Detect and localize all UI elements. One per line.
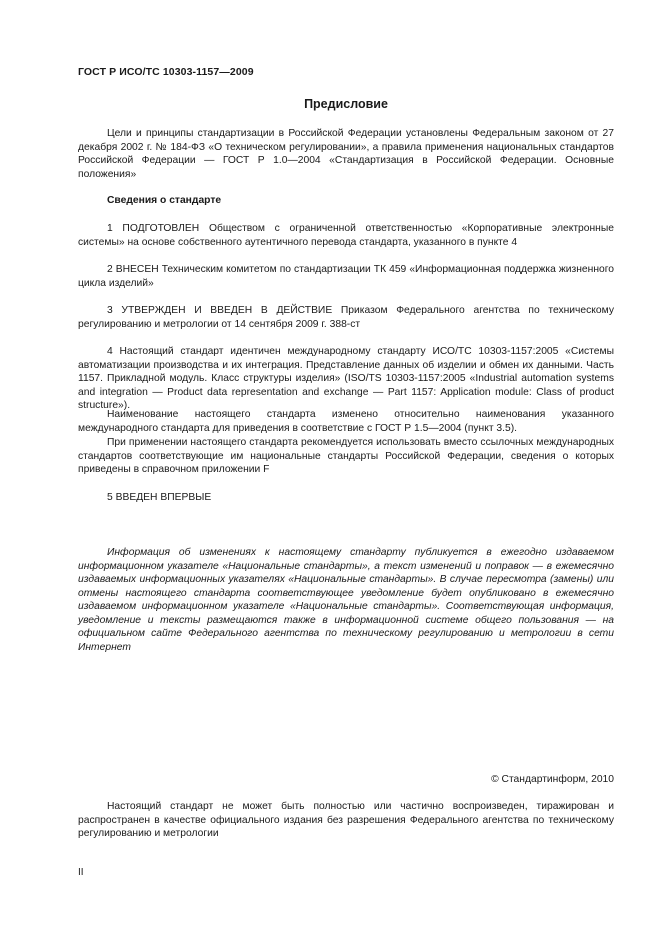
- item-3-approved: 3 УТВЕРЖДЕН И ВВЕДЕН В ДЕЙСТВИЕ Приказом Федерального агентства по техническому регулированию и метрологии от 14 сентября 2009 г. 388-ст: [78, 305, 614, 330]
- intro-paragraph: Цели и принципы стандартизации в Российской Федерации установлены Федеральным законом от 27 декабря 2002 г. № 184-ФЗ «О техническом регулировании», а правила применения национальных стандартов Российской Федерации — ГОСТ Р 1.0—2004 «Стандартизация в Российской Федерации. Основные положения»: [78, 128, 614, 180]
- copyright: © Стандартинформ, 2010: [491, 774, 614, 785]
- section-heading: Сведения о стандарте: [107, 195, 222, 206]
- reproduction-notice: Настоящий стандарт не может быть полностью или частично воспроизведен, тиражирован и распространен в качестве официального издания без разрешения Федерального агентства по техническому регулированию и метрологии: [78, 801, 614, 839]
- item-4-name-change: Наименование настоящего стандарта изменено относительно наименования указанного международного стандарта для приведения в соответствие с ГОСТ Р 1.5—2004 (пункт 3.5).: [78, 409, 614, 434]
- item-5-first-introduced: 5 ВВЕДЕН ВПЕРВЫЕ: [107, 492, 212, 503]
- item-4-identical: 4 Настоящий стандарт идентичен международному стандарту ИСО/ТС 10303-1157:2005 «Системы автоматизации производства и их интеграция. Представление данных об изделии и обмен их данными. Часть 1157. Прикладной модуль. Класс структуры изделия» (ISO/TS 10303-1157:2005 «Industrial automation systems and integration — Product data representation and exchange — Part 1157: Application module: Class of product structure»).: [78, 346, 614, 411]
- page-title: Предисловие: [304, 97, 388, 111]
- changes-notice: Информация об изменениях к настоящему стандарту публикуется в ежегодно издаваемом информационном указателе «Национальные стандарты», а текст изменений и поправок — в ежемесячно издаваемых информационных указателях «Национальные стандарты». В случае пересмотра (замены) или отмены настоящего стандарта соответствующее уведомление будет опубликовано в ежемесячно издаваемом информационном указателе «Национальные стандарты». Соответствующая информация, уведомление и тексты размещаются также в информационной системе общего пользования — на официальном сайте Федерального агентства по техническому регулированию и метрологии в сети Интернет: [78, 547, 614, 653]
- item-1-prepared: 1 ПОДГОТОВЛЕН Обществом с ограниченной ответственностью «Корпоративные электронные системы» на основе собственного аутентичного перевода стандарта, указанного в пункте 4: [78, 223, 614, 248]
- document-id-header: ГОСТ Р ИСО/ТС 10303-1157—2009: [78, 66, 254, 78]
- item-4-references: При применении настоящего стандарта рекомендуется использовать вместо ссылочных международных стандартов соответствующие им национальные стандарты Российской Федерации, сведения о которых приведены в справочном приложении F: [78, 437, 614, 475]
- item-2-introduced: 2 ВНЕСЕН Техническим комитетом по стандартизации ТК 459 «Информационная поддержка жизненного цикла изделий»: [78, 264, 614, 289]
- page-number: II: [78, 867, 84, 878]
